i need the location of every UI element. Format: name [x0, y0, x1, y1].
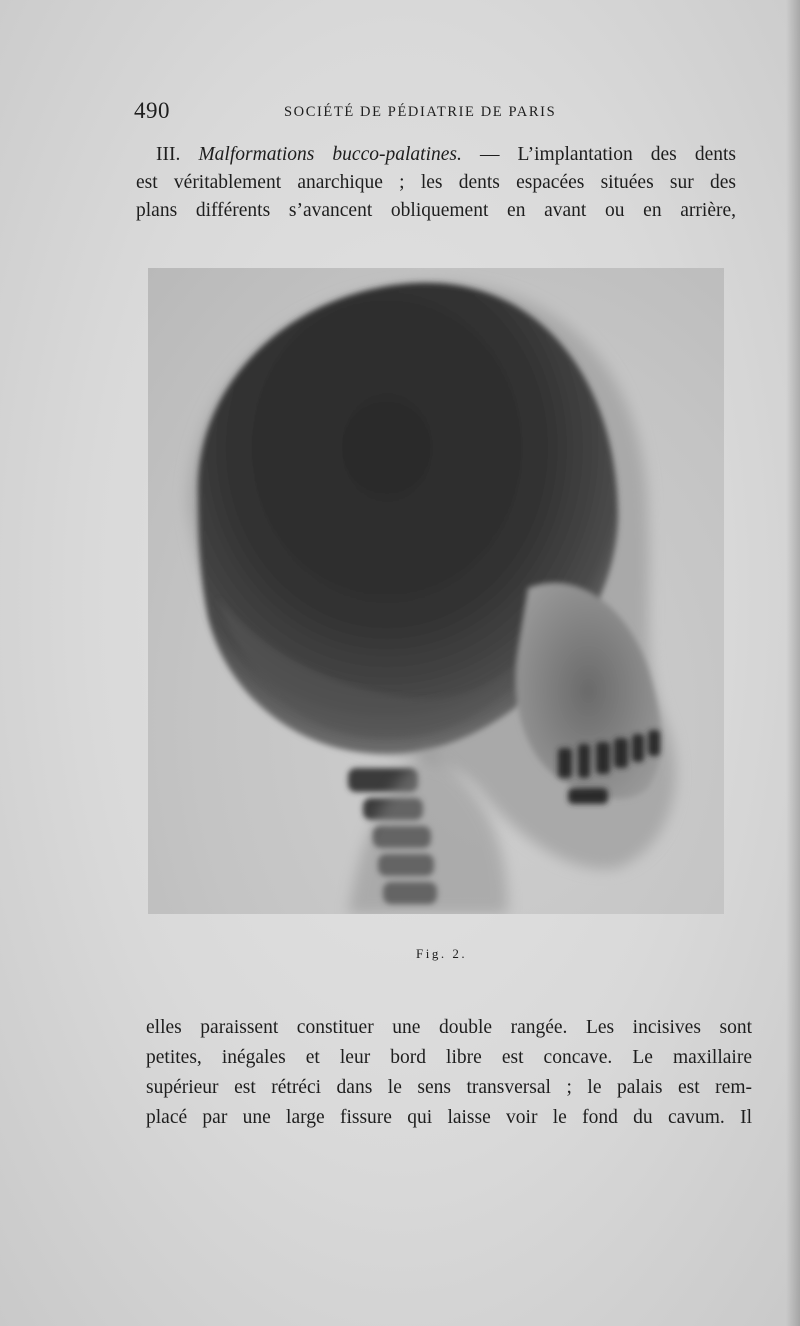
paragraph-line	[136, 141, 736, 169]
section-number: III.	[156, 144, 181, 165]
figure-caption: Fig. 2.	[416, 946, 468, 961]
running-head	[134, 98, 588, 128]
paragraph-line: plans différents s’avancent obliquement en avant ou en arrière,	[136, 200, 736, 221]
paragraph-continuation	[146, 1013, 752, 1133]
paragraph-line: placé par une large fissure qui laisse voir le fond du cavum. Il	[146, 1107, 752, 1128]
paragraph-section-iii	[136, 141, 736, 225]
skull-xray-image	[148, 268, 724, 914]
paragraph-line: supérieur est rétréci dans le sens transversal ; le palais est rem-	[146, 1077, 752, 1098]
section-title: Malformations bucco-palatines.	[198, 144, 462, 165]
page-edge-shadow	[786, 0, 800, 1326]
paragraph-text: — L’implantation des dents	[461, 144, 737, 165]
radiograph-figure	[148, 268, 724, 914]
running-title: SOCIÉTÉ DE PÉDIATRIE DE PARIS	[284, 104, 557, 120]
page-number: 490	[134, 98, 170, 123]
paragraph-line: est véritablement anarchique ; les dents espacées situées sur des	[136, 172, 736, 193]
paragraph-line: elles paraissent constituer une double rangée. Les incisives sont	[146, 1017, 752, 1038]
paragraph-line: petites, inégales et leur bord libre est concave. Le maxillaire	[146, 1047, 752, 1068]
